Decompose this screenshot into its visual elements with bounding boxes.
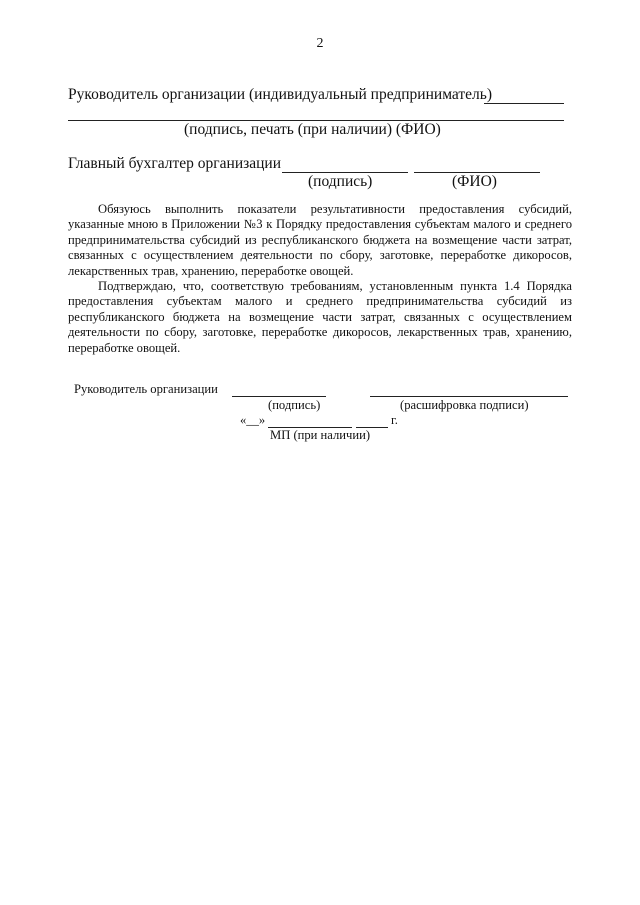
final-signature-line[interactable] — [232, 396, 326, 397]
accountant-signature-caption: (подпись) — [308, 173, 373, 190]
date-year-suffix: г. — [391, 413, 398, 427]
stamp-note: МП (при наличии) — [270, 428, 371, 442]
head-signature-caption: (подпись, печать (при наличии) (ФИО) — [184, 121, 441, 138]
obligation-paragraph: Обязуюсь выполнить показатели результативности предоставления субсидий, указанные мною в Приложении №3 к Порядку предоставления субъектам малого и среднего предпринимательства субсидий из республиканского бюджета на возмещение части затрат, связанных с осуществлением деятельности по сбору, заготовке, переработке дикоросов, лекарственных трав, хранению, переработке овощей. — [68, 202, 572, 278]
accountant-name-caption: (ФИО) — [452, 173, 497, 190]
date-day-field: «__» — [240, 413, 266, 427]
final-signature-label: Руководитель организации — [74, 382, 218, 396]
head-signature-line[interactable] — [484, 103, 564, 104]
final-decoding-caption: (расшифровка подписи) — [400, 398, 529, 412]
accountant-signature-label: Главный бухгалтер организации — [68, 155, 282, 172]
final-signature-caption: (подпись) — [268, 398, 321, 412]
confirmation-paragraph: Подтверждаю, что, соответствую требованиям, установленным пункта 1.4 Порядка предоставления субъектам малого и среднего предпринимательства субсидий из республиканского бюджета на возмещение части затрат, связанных с осуществлением деятельности по сбору, заготовке, переработке дикоросов, лекарственных трав, хранению, переработке овощей. — [68, 279, 572, 355]
page-number: 2 — [316, 36, 324, 51]
final-decoding-line[interactable] — [370, 396, 568, 397]
head-signature-label: Руководитель организации (индивидуальный предприниматель) — [68, 86, 492, 103]
